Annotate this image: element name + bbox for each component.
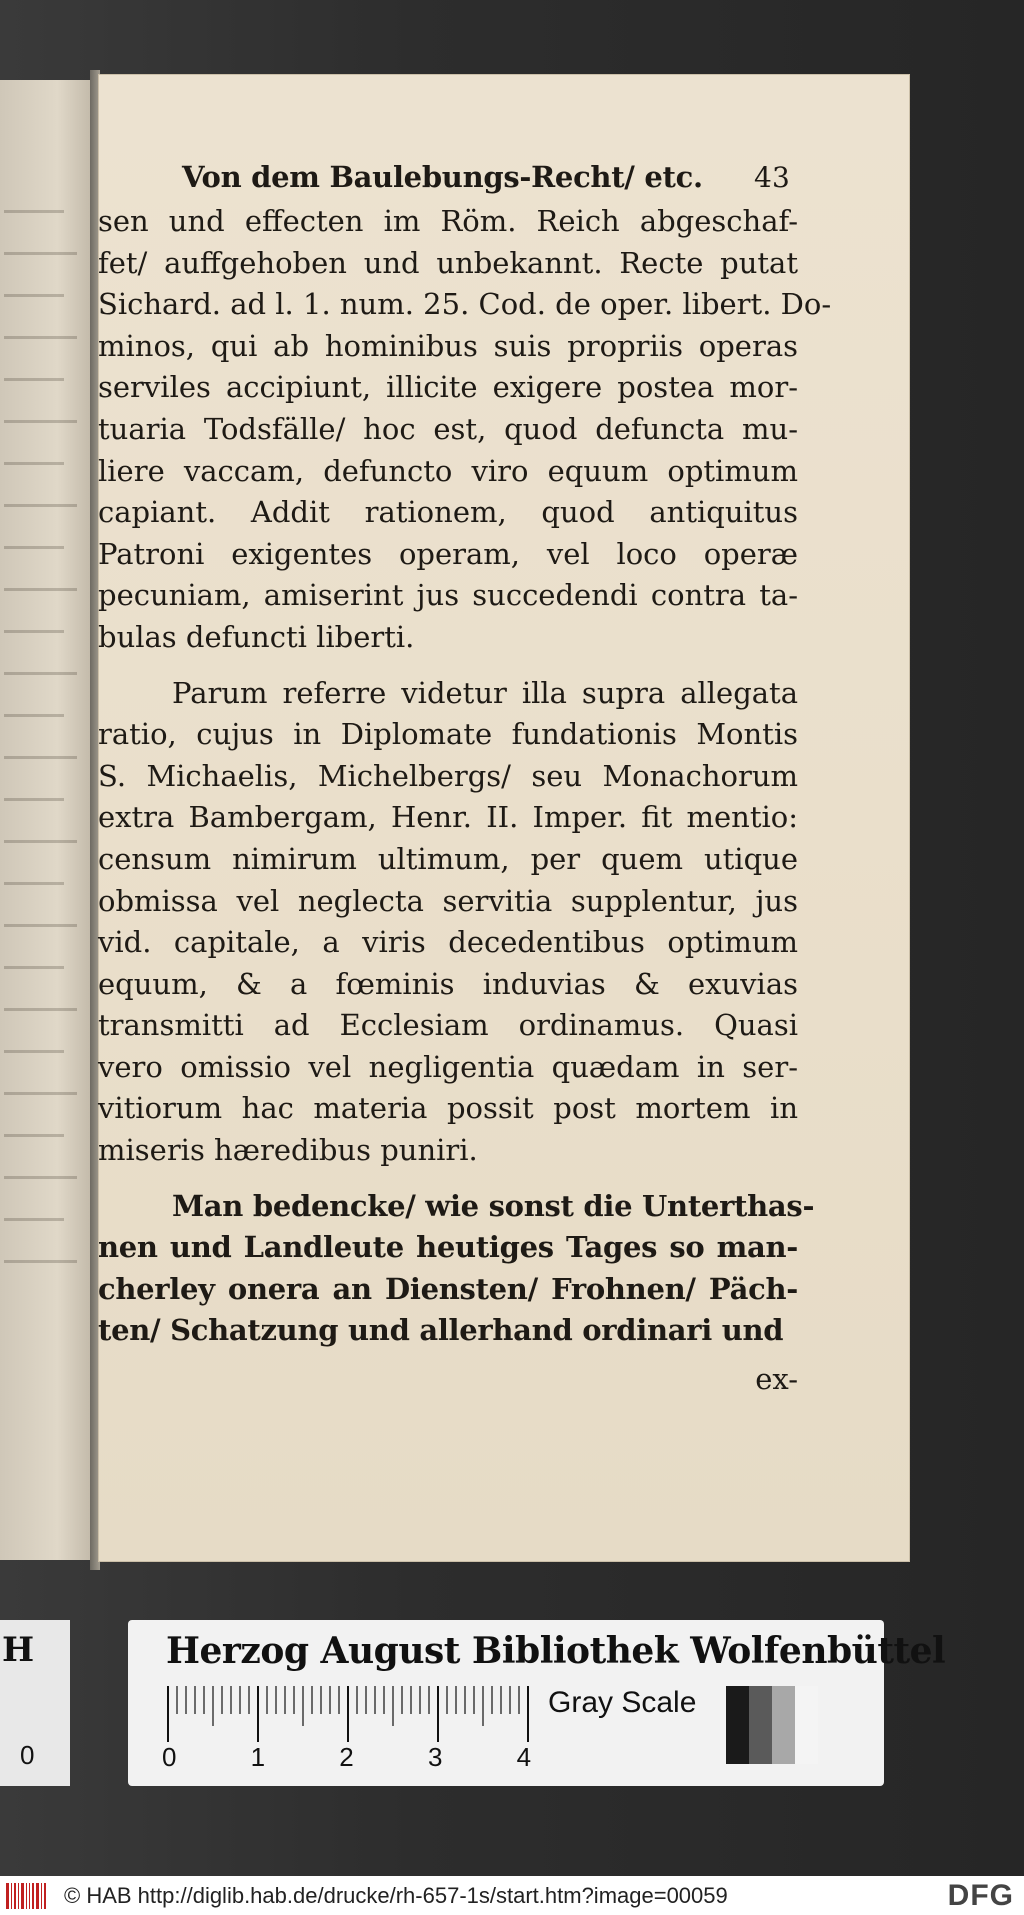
gray-swatch — [795, 1686, 818, 1764]
text-line: liere vaccam, defuncto viro equum optimum — [98, 453, 798, 488]
footer-bar — [0, 1876, 1024, 1915]
text-line: extra Bambergam, Henr. II. Imper. fit mentio: — [98, 800, 798, 835]
barcode-bar — [41, 1883, 42, 1909]
card-fragment-text: H — [2, 1630, 35, 1670]
barcode-bar — [26, 1883, 27, 1909]
adjacent-page-left — [0, 80, 96, 1560]
barcode-bar — [14, 1883, 16, 1909]
paragraph-3 — [98, 1186, 815, 1352]
text-line: sen und effecten im Röm. Reich abgeschaf- — [98, 204, 798, 238]
text-line: Man bedencke/ wie sonst die Unterthas- — [172, 1188, 815, 1223]
text-line: equum, & a fœminis induvias & exuvias — [98, 966, 798, 1001]
bleed-through-line — [4, 1218, 64, 1221]
bleed-through-line — [4, 882, 64, 885]
barcode-bar — [44, 1883, 46, 1909]
bleed-through-line — [4, 924, 77, 927]
text-line: ratio, cujus in Diplomate fundationis Montis — [98, 717, 798, 752]
text-line: serviles accipiunt, illicite exigere postea mor- — [98, 370, 798, 405]
color-calibration-card — [128, 1620, 946, 1786]
gray-swatch — [772, 1686, 795, 1764]
dfg-logo: DFG — [947, 1879, 1014, 1912]
ruler-number: 3 — [427, 1742, 443, 1772]
text-line: bulas defuncti liberti. — [98, 619, 415, 654]
footer-copyright-link[interactable]: © HAB http://diglib.hab.de/drucke/rh-657-1s/start.htm?image=00059 — [64, 1882, 728, 1908]
text-line: obmissa vel neglecta servitia supplentur, jus — [98, 883, 798, 918]
bleed-through-line — [4, 1008, 77, 1011]
gray-swatch — [726, 1686, 749, 1764]
text-line: vid. capitale, a viris decedentibus optimum — [98, 925, 798, 960]
barcode-bar — [11, 1883, 12, 1909]
bleed-through-line — [4, 210, 64, 213]
barcode-bar — [6, 1883, 9, 1909]
text-line: Parum referre videtur illa supra allegata — [172, 675, 798, 710]
gray-scale-label: Gray Scale — [548, 1686, 697, 1719]
bleed-through-line — [4, 1092, 77, 1095]
text-line: Sichard. ad l. 1. num. 25. Cod. de oper. libert. Do- — [98, 287, 832, 322]
text-line: censum nimirum ultimum, per quem utique — [98, 841, 798, 876]
bleed-through-line — [4, 546, 64, 549]
text-line: transmitti ad Ecclesiam ordinamus. Quasi — [98, 1008, 798, 1043]
bleed-through-line — [4, 966, 64, 969]
bleed-through-line — [4, 462, 64, 465]
text-line: capiant. Addit rationem, quod antiquitus — [98, 495, 798, 530]
ruler-ticks — [166, 1686, 546, 1746]
bleed-through-line — [4, 294, 64, 297]
catchword: ex- — [755, 1362, 798, 1397]
running-head — [98, 154, 798, 201]
bleed-through-line — [4, 1260, 77, 1263]
paragraph-2 — [98, 673, 798, 1172]
barcode-bar — [32, 1883, 34, 1909]
barcode-icon — [6, 1883, 54, 1909]
text-line: ten/ Schatzung und allerhand ordinari und — [98, 1313, 784, 1348]
barcode-bar — [36, 1883, 39, 1909]
card-title: Herzog August Bibliothek Wolfenbüttel — [166, 1630, 946, 1672]
bleed-through-line — [4, 336, 77, 339]
text-line: vitiorum hac materia possit post mortem in — [98, 1091, 798, 1126]
gray-scale-swatches — [726, 1686, 818, 1764]
page-text-block — [98, 154, 832, 1400]
bleed-through-line — [4, 1134, 64, 1137]
ruler-number: 0 — [162, 1742, 177, 1772]
bleed-through-line — [4, 378, 64, 381]
bleed-through-line — [4, 714, 64, 717]
barcode-bar — [29, 1883, 30, 1909]
text-line: pecuniam, amiserint jus succedendi contra ta- — [98, 578, 798, 613]
barcode-bar — [18, 1883, 19, 1909]
ruler-number: 1 — [250, 1742, 266, 1772]
bleed-through-line — [4, 756, 77, 759]
ruler-numbers — [162, 1742, 546, 1778]
bleed-through-line — [4, 672, 77, 675]
book-page — [98, 74, 910, 1562]
text-line: vero omissio vel negligentia quædam in ser- — [98, 1049, 798, 1084]
bleed-through-line — [4, 630, 64, 633]
barcode-bar — [21, 1883, 24, 1909]
measurement-ruler — [166, 1686, 546, 1746]
bleed-through-line — [4, 840, 77, 843]
bleed-through-line — [4, 1176, 77, 1179]
gray-swatch — [749, 1686, 772, 1764]
paragraph-1 — [98, 201, 832, 659]
text-line: tuaria Todsfälle/ hoc est, quod defuncta mu- — [98, 411, 798, 446]
bleed-through-line — [4, 1050, 64, 1053]
text-line: fet/ auffgehoben und unbekannt. Recte putat — [98, 245, 798, 280]
bleed-through-line — [4, 798, 64, 801]
ruler-fragment-number: 0 — [20, 1740, 35, 1770]
ruler-number: 4 — [516, 1742, 532, 1772]
text-line: Patroni exigentes operam, vel loco operæ — [98, 536, 798, 571]
adjacent-color-card-fragment — [0, 1620, 70, 1786]
running-head-title: Von dem Baulebungs-Recht/ etc. — [182, 160, 703, 194]
bleed-through-line — [4, 588, 77, 591]
text-line: nen und Landleute heutiges Tages so man- — [98, 1230, 798, 1265]
bleed-through-line — [4, 504, 77, 507]
ruler-number: 2 — [339, 1742, 354, 1772]
text-line: cherley onera an Diensten/ Frohnen/ Päch- — [98, 1271, 798, 1306]
text-line: minos, qui ab hominibus suis propriis operas — [98, 328, 798, 363]
bleed-through-line — [4, 252, 77, 255]
bleed-through-line — [4, 420, 77, 423]
page-number: 43 — [753, 161, 790, 194]
text-line: S. Michaelis, Michelbergs/ seu Monachorum — [98, 758, 798, 793]
text-line: miseris hæredibus puniri. — [98, 1133, 478, 1168]
